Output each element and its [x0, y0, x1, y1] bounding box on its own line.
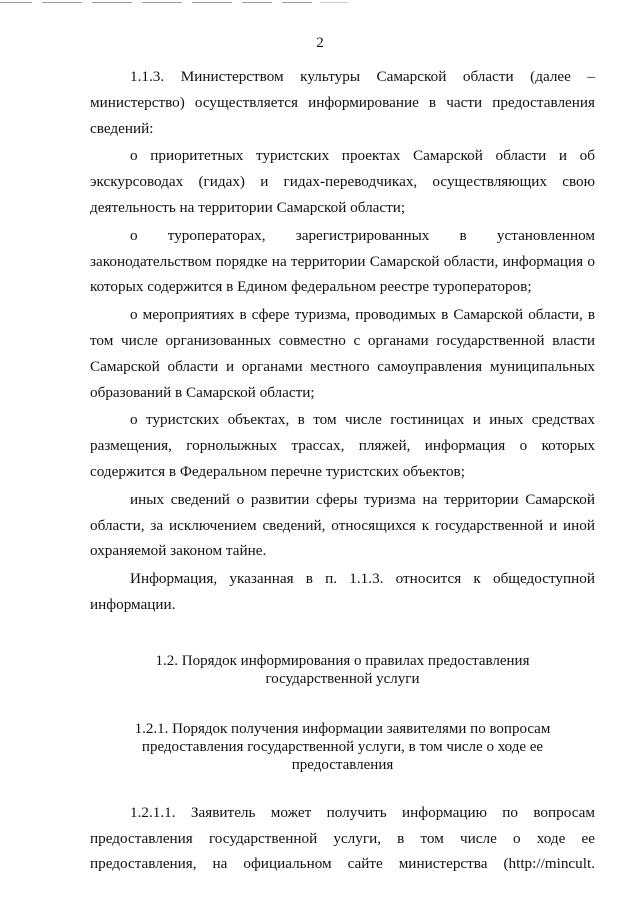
paragraph-events: о мероприятиях в сфере туризма, проводимых в Самарской области, в том числе организованных совместно с органами государственной власти Самарской области и органами местного самоуправления муниципальных образований в Самарской области;: [90, 306, 595, 401]
paragraph-1-1-3: 1.1.3. Министерством культуры Самарской области (далее – министерство) осуществляется информирование в части предоставления сведений:: [90, 68, 595, 137]
section-1-2-title-line-2: государственной услуги: [265, 670, 420, 687]
paragraph-other-info: иных сведений о развитии сферы туризма на территории Самарской области, за исключением сведений, относящихся к государственной и иной охраняемой законом тайне.: [90, 490, 595, 560]
paragraph-1-2-1-1: 1.2.1.1. Заявитель может получить информацию по вопросам предоставления государственной услуги, в том числе о ходе ее предоставления, на официальном сайте министерства (http://mincult.: [90, 803, 595, 873]
section-1-2-1-title-line-3: предоставления: [291, 756, 394, 773]
top-scan-rules: [0, 0, 640, 8]
page-number: 2: [316, 35, 324, 51]
paragraph-public-info: Информация, указанная в п. 1.1.3. относится к общедоступной информации.: [90, 570, 595, 613]
paragraph-priority-projects: о приоритетных туристских проектах Самарской области и об экскурсоводах (гидах) и гидах-переводчиках, осуществляющих свою деятельность на территории Самарской области;: [90, 147, 595, 216]
section-1-2-1-title-line-2: предоставления государственной услуги, в том числе о ходе ее: [141, 738, 544, 755]
document-body: [90, 64, 595, 877]
paragraph-tour-operators: о туроператорах, зарегистрированных в установленном законодательством порядке на территории Самарской области, информация о которых содержится в Едином федеральном реестре туроператоров;: [90, 226, 595, 296]
section-1-2-1-title-line-1: 1.2.1. Порядок получения информации заявителями по вопросам: [134, 720, 551, 737]
paragraph-tourist-objects: о туристских объектах, в том числе гостиницах и иных средствах размещения, горнолыжных трассах, пляжей, информация о которых содержится в Федеральном перечне туристских объектов;: [90, 411, 595, 480]
section-1-2-title-line-1: 1.2. Порядок информирования о правилах предоставления: [155, 652, 530, 669]
